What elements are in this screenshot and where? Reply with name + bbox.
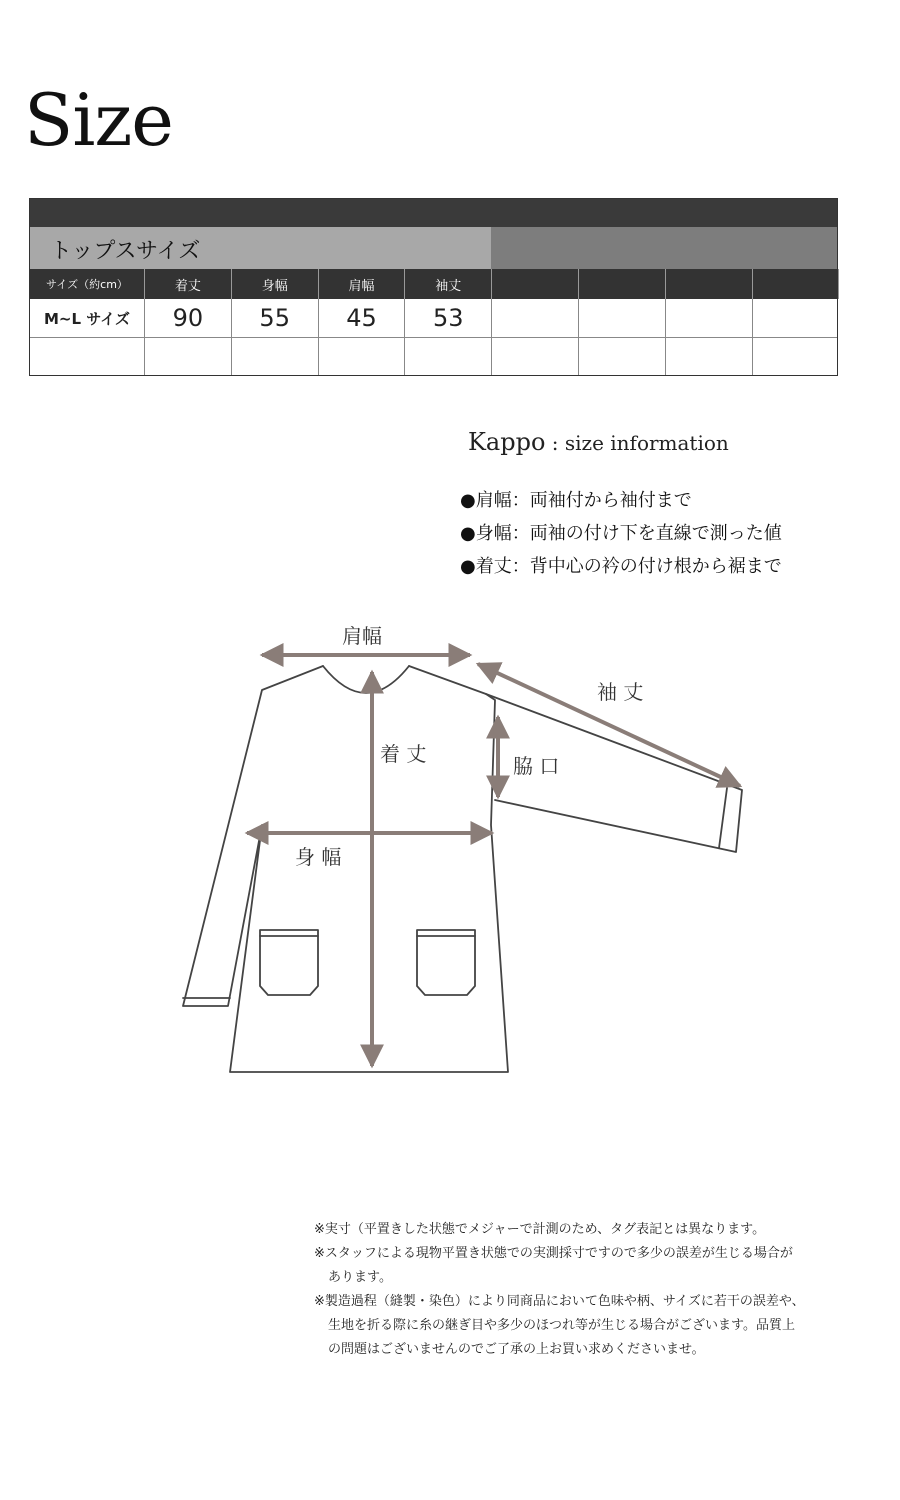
pocket-left [260, 930, 318, 995]
table-cell: 53 [405, 299, 492, 337]
pocket-right [417, 930, 475, 995]
header-cell [753, 269, 840, 299]
table-row [30, 338, 837, 375]
table-band [30, 227, 837, 269]
label-sleeve: 袖 丈 [597, 680, 644, 704]
label-armhole: 脇 口 [513, 754, 560, 778]
table-row [30, 299, 837, 338]
table-cell: 55 [232, 299, 319, 337]
title-separator: : [545, 431, 565, 455]
header-cell [492, 269, 579, 299]
coat-outline [183, 666, 742, 1072]
table-cell [492, 299, 579, 337]
label-width: 身 幅 [295, 845, 342, 869]
table-cell [232, 338, 319, 375]
note-line: ※スタッフによる現物平置き状態での実測採寸ですので多少の誤差が生じる場合が [314, 1246, 793, 1261]
header-cell [666, 269, 753, 299]
header-cell: 身幅 [232, 269, 319, 299]
table-cell [30, 338, 145, 375]
note-line: ※実寸（平置きした状態でメジャーで計測のため、タグ表記とは異なります。 [314, 1222, 766, 1237]
table-cell [753, 299, 840, 337]
table-cell [666, 299, 753, 337]
table-cell: 90 [145, 299, 232, 337]
table-header-row [30, 269, 837, 299]
table-cell [579, 338, 666, 375]
note-line: あります。 [328, 1270, 392, 1285]
disclaimer-notes [314, 1218, 805, 1362]
table-band-label: トップスサイズ [50, 239, 201, 264]
table-cell [492, 338, 579, 375]
table-cell [405, 338, 492, 375]
table-cell [753, 338, 840, 375]
header-cell: 袖丈 [405, 269, 492, 299]
note-line: の問題はございませんのでご了承の上お買い求めくださいませ。 [328, 1342, 705, 1357]
note-line: 生地を折る際に糸の継ぎ目や多少のほつれ等が生じる場合がございます。品質上 [328, 1318, 795, 1333]
page-title: Size [24, 78, 173, 162]
size-info-subtitle: size information [564, 431, 729, 455]
size-table [29, 198, 838, 376]
list-item: ●身幅：両袖の付け下を直線で測った値 [460, 523, 782, 544]
table-cell [579, 299, 666, 337]
brand-name: Kappo [468, 428, 546, 456]
header-cell: 肩幅 [319, 269, 406, 299]
size-info-title [468, 428, 729, 456]
table-top-bar [30, 199, 837, 227]
note-line: ※製造過程（縫製・染色）により同商品において色味や柄、サイズに若干の誤差や、 [314, 1294, 805, 1309]
list-item: ●肩幅：両袖付から袖付まで [460, 490, 692, 511]
table-cell: 45 [319, 299, 406, 337]
header-cell: 着丈 [145, 269, 232, 299]
label-shoulder: 肩幅 [342, 624, 382, 648]
table-cell [319, 338, 406, 375]
label-length: 着 丈 [380, 742, 427, 766]
header-cell: サイズ（約cm） [30, 269, 145, 299]
measurement-notes [460, 484, 782, 583]
garment-diagram [0, 610, 900, 1110]
table-cell [145, 338, 232, 375]
header-cell [579, 269, 666, 299]
list-item: ●着丈：背中心の衿の付け根から裾まで [460, 556, 782, 577]
table-cell: M~L サイズ [30, 299, 145, 337]
table-cell [666, 338, 753, 375]
